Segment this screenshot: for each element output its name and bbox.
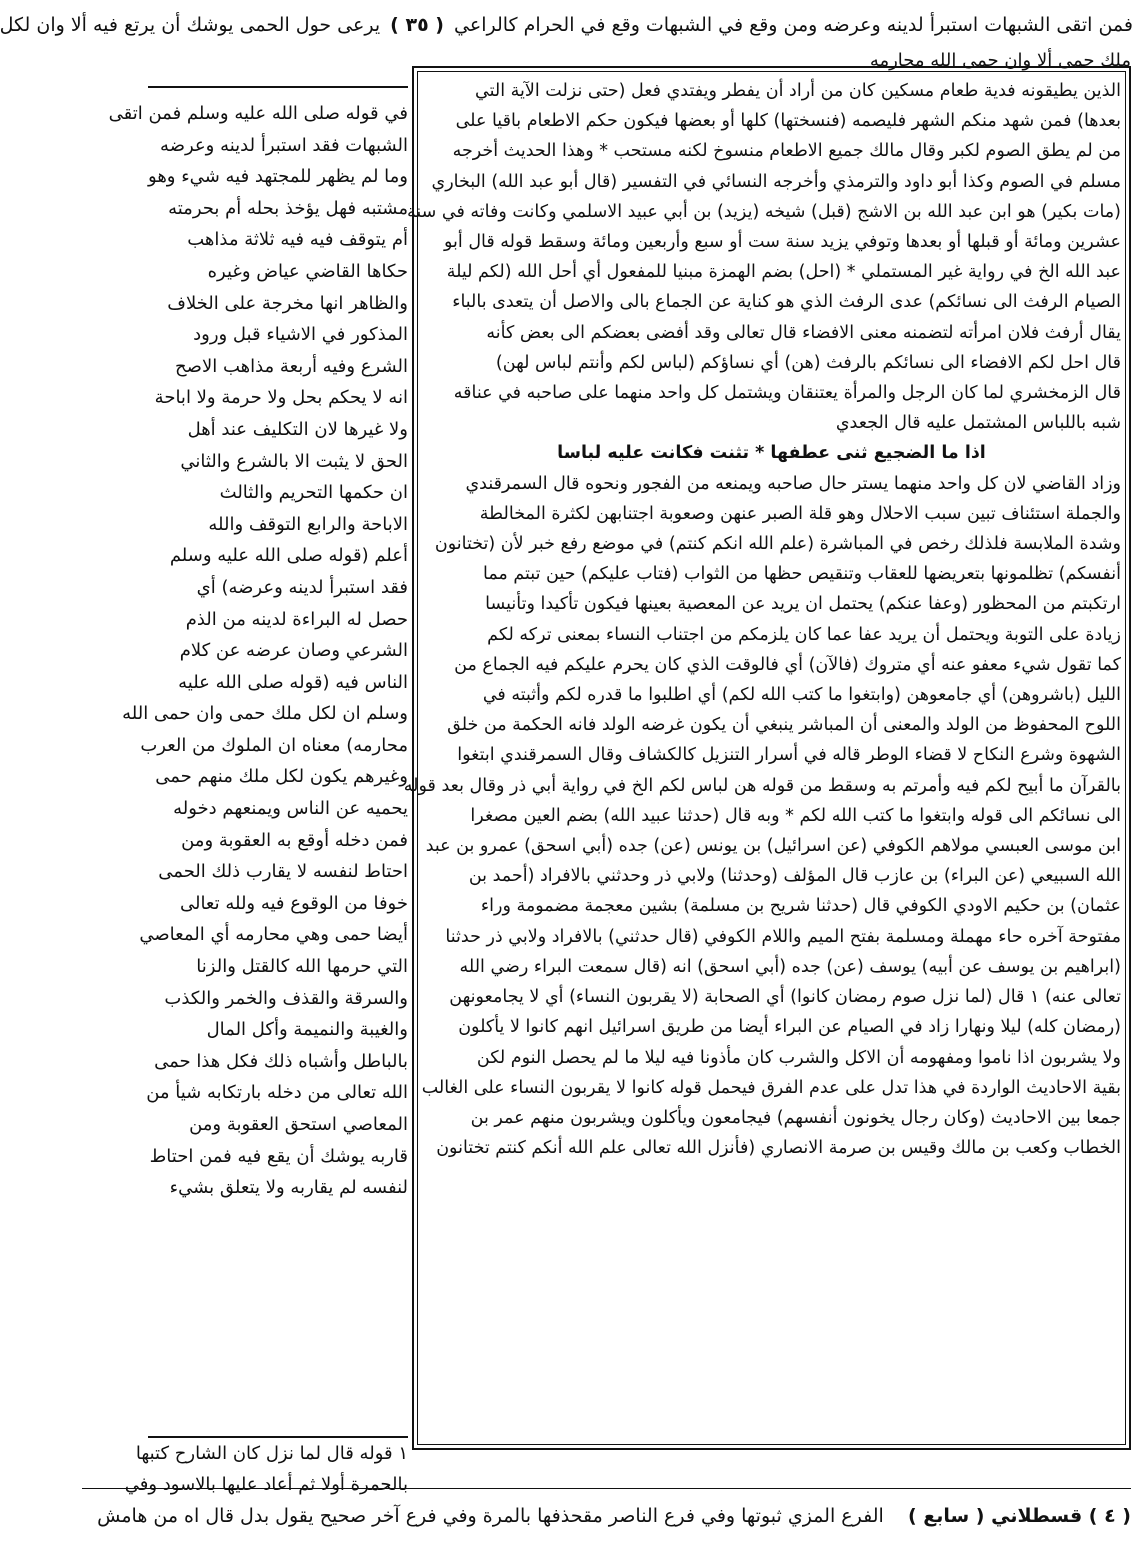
main-text-line: يقال أرفث فلان امرأته لتضمنه معنى الافضاء قال تعالى وقد أفضى بعضكم الى بعض كأنه	[486, 322, 1121, 343]
main-text-line: ولا يشربون اذا ناموا ومفهومه أن الاكل والشرب كان مأذونا فيه ليلا ما لم يحصل النوم لكن	[476, 1047, 1121, 1068]
margin-text-line: وسلم ان لكل ملك حمى وان حمى الله	[122, 703, 408, 725]
margin-text-line: ان حكمها التحريم والثالث	[219, 482, 408, 504]
margin-text-line: بالباطل وأشباه ذلك فكل هذا حمى	[154, 1050, 408, 1072]
main-text-line: الشهوة وشرع النكاح لا قضاء الوطر قاله في أسرار التنزيل كالكشاف وقال السمرقندي ابتغوا	[457, 745, 1121, 766]
margin-text-line: ولا غيرها لان التكليف عند أهل	[187, 418, 408, 440]
main-text-line: قال الزمخشري لما كان الرجل والمرأة يعتنقان ويشتمل كل واحد منهما على صاحبه في عناقه	[453, 383, 1121, 404]
margin-text-line: حصل له البراءة لدينه من الذم	[185, 608, 408, 630]
margin-text-line: خوفا من الوقوع فيه ولله تعالى	[179, 892, 408, 914]
footnote-line: ١ قوله قال لما نزل كان الشارح كتبها	[135, 1443, 408, 1464]
main-text-line: من لم يطق الصوم لكبر وقال مالك جميع الاطعام منسوخ لكنه مستحب * وهذا الحديث أخرجه	[452, 141, 1121, 162]
main-text-line: أنفسكم) تظلمونها بتعريضها للعقاب وتنقيص حظها من الثواب (فتاب عليكم) حين تبتم مما	[482, 564, 1121, 585]
main-text-line: زيادة على التوبة ويحتمل أن يريد عفا عما كان يلزمكم من اجتناب النساء بمعنى تركه لكم	[487, 624, 1121, 645]
margin-text-line: الناس فيه (قوله صلى الله عليه	[178, 671, 408, 693]
margin-text-line: الاباحة والرابع التوقف والله	[208, 513, 408, 535]
main-text-line: الليل (باشروهن) أي جامعوهن (وابتغوا ما كتب الله لكم) أي اطلبوا ما قدره لكم وأثبته في	[482, 685, 1121, 706]
margin-text-line: احتاط لنفسه لا يقارب ذلك الحمى	[158, 861, 408, 883]
main-text-line: بقية الاحاديث الواردة في هذا تدل على عدم الفرق فيحمل قوله كانوا لا يقربون النساء على الغالب	[421, 1077, 1121, 1098]
footnote-line: بالحمرة أولا ثم أعاد عليها بالاسود وفي	[124, 1474, 408, 1495]
header-text: فمن اتقى الشبهات استبرأ لدينه وعرضه ومن وقع في الشبهات وقع في الحرام كالراعي	[454, 14, 1133, 36]
main-text-line: عبد الله الخ في رواية غير المستملي * (احل) بضم الهمزة مبنيا للمفعول أي أحل الله (لكم ليلة	[446, 262, 1121, 283]
main-text-line: كما تقول شيء معفو عنه أي متروك (فالآن) أي فالوقت الذي كان يحرم عليكم فيه الجماع من	[454, 654, 1121, 675]
margin-commentary-column	[108, 82, 408, 1442]
margin-top-rule	[148, 86, 408, 88]
margin-text-line: والظاهر انها مخرجة على الخلاف	[167, 292, 408, 314]
printer-signature: ( ٤ ) قسطلاني ( سابع )	[907, 1505, 1131, 1527]
main-text-line: ابن موسى العبسي مولاهم الكوفي (عن اسرائيل) بن يونس (عن) جده (أبي اسحق) عمرو بن عبد	[425, 836, 1121, 857]
main-text-line: وشدة الملابسة فلذلك رخص في المباشرة (علم الله انكم كنتم) في موضع رفع خبر لأن (تختانون	[434, 534, 1121, 555]
margin-text-line: محارمه) معناه ان الملوك من العرب	[140, 734, 408, 756]
main-text-line: الصيام الرفث الى نسائكم) عدى الرفث الذي هو كناية عن الجماع بالى والاصل أن يتعدى بالباء	[452, 292, 1121, 313]
main-text-line: بعدها) فمن شهد منكم الشهر فليصمه (فنسختها) كلها أو بعضها فيكون حكم الاطعام باقيا على	[455, 111, 1121, 132]
margin-text-line: الحق لا يثبت الا بالشرع والثاني	[180, 450, 408, 472]
main-text-line: (رمضان كله) ليلا ونهارا زاد في الصيام عن البراء أيضا من طريق اسرائيل انهم كانوا لا يأكلون	[458, 1017, 1121, 1038]
margin-text-line: المعاصي استحق العقوبة ومن	[189, 1114, 408, 1135]
footer-note: الفرع المزي ثبوتها وفي فرع الناصر مقحذفها بالمرة وفي فرع آخر صحيح يقول بدل قال اه من هامش	[97, 1505, 884, 1527]
margin-commentary-body	[108, 98, 408, 1204]
margin-text-line: الشرع وفيه أربعة مذاهب الاصح	[175, 355, 408, 377]
main-text-line: بالقرآن ما أبيح لكم فيه وأمرتم به وسقط من قوله هن لباس لكم الخ في رواية أبي ذر وقال بعد قوله	[403, 775, 1121, 796]
main-text-line: الى نسائكم الى قوله وابتغوا ما كتب الله لكم * وبه قال (حدثنا عبيد الله) بضم العين مصغرا	[470, 805, 1121, 826]
footer-divider	[82, 1488, 1131, 1489]
margin-heading: ملك حمى ألا وان حمى الله محارمه	[869, 50, 1131, 71]
margin-text-line: انه لا يحكم بحل ولا حرمة ولا اباحة	[154, 387, 408, 409]
header-text-continued: يرعى حول الحمى يوشك أن يرتع فيه ألا وان لكل	[0, 14, 381, 36]
main-text-line: الخطاب وكعب بن مالك وقيس بن صرمة الانصاري (فأنزل الله تعالى علم الله أنكم كنتم تختانون	[436, 1138, 1121, 1159]
margin-text-line: الشرعي وصان عرضه عن كلام	[179, 640, 408, 662]
main-text-line: تعالى عنه) ١ قال (لما نزل صوم رمضان كانوا) أي الصحابة (لا يقربون النساء) أي لا يجامعونهن	[449, 987, 1121, 1008]
main-text-line: (مات بكير) هو ابن عبد الله بن الاشج (قبل) شيخه (يزيد) بن أبي عبيد الاسلمي وكانت وفاته في سنة	[407, 201, 1121, 222]
margin-text-line: أعلم (قوله صلى الله عليه وسلم	[169, 545, 408, 567]
page-footer	[82, 1494, 1131, 1538]
main-text-line: جمعا بين الاحاديث (وكان رجال يخونون أنفسهم) فيجامعون ويأكلون ويشربون منهم عمر بن	[470, 1107, 1121, 1128]
margin-text-line: قاربه يوشك أن يقع فيه فمن احتاط	[149, 1145, 408, 1167]
margin-text-line: والغيبة والنميمة وأكل المال	[206, 1019, 408, 1041]
margin-text-line: الله تعالى من دخله بارتكابه شيأ من	[146, 1082, 408, 1104]
main-text-line: مفتوحة آخره حاء مهملة ومسلمة بفتح الميم واللام الكوفي (قال حدثني) بالافراد ولابي ذر حدثنا	[445, 926, 1121, 947]
margin-text-line: في قوله صلى الله عليه وسلم فمن اتقى	[108, 103, 408, 124]
main-text-frame	[403, 66, 1131, 1450]
page-number: ( ٣٥ )	[390, 14, 444, 36]
main-text-line: مسلم في الصوم وكذا أبو داود والترمذي وأخرجه النسائي في التفسير (قال أبو عبد الله) البخاري	[431, 171, 1121, 192]
margin-text-line: حكاها القاضي عياض وغيره	[207, 260, 408, 282]
margin-text-line: فمن دخله أوقع به العقوبة ومن	[181, 829, 408, 851]
margin-text-line: أيضا حمى وهي محارمه أي المعاصي	[139, 924, 408, 946]
main-text-line: الله السبيعي (عن البراء) بن عازب قال المؤلف (وحدثنا) ولابي ذر وحدثني بالافراد (أحمد بن	[468, 866, 1121, 887]
margin-text-line: مشتبه فهل يؤخذ بحله أم بحرمته	[168, 197, 408, 219]
margin-text-line: فقد استبرأ لدينه وعرضه) أي	[196, 576, 408, 598]
margin-text-line: وغيرهم يكون لكل ملك منهم حمى	[155, 766, 408, 788]
main-text-line: شبه باللباس المشتمل عليه قال الجعدي	[835, 413, 1121, 434]
main-text-line: (ابراهيم بن يوسف عن أبيه) يوسف (عن) جده (أبي اسحق) انه (قال سمعت البراء رضي الله	[459, 956, 1121, 977]
main-text-line: والجملة استئناف تبين سبب الاحلال وهو قلة الصبر عنهن وصعوبة اجتنابهن لكثرة المخالطة	[479, 503, 1121, 524]
margin-text-line: والسرقة والقذف والخمر والكذب	[164, 987, 408, 1009]
main-text-line: قال احل لكم الافضاء الى نسائكم بالرفث (هن) أي نساؤكم (لباس لكم وأنتم لباس لهن)	[495, 352, 1121, 373]
main-text-line: اللوح المحفوظ من الولد والمعنى أن المباشر ينبغي أن يكون غرضه الولد فانه الحكمة من خلق	[447, 715, 1121, 736]
main-text-line: ارتكبتم من المحظور (وعفا عنكم) يحتمل ان يريد عن المعصية بعينها فيكون تأكيدا وتأنيسا	[485, 594, 1121, 615]
margin-text-line: التي حرمها الله كالقتل والزنا	[196, 956, 408, 978]
margin-text-line: أم يتوقف فيه فيه ثلاثة مذاهب	[187, 229, 408, 251]
margin-text-line: وما لم يظهر للمجتهد فيه شيء وهو	[148, 166, 408, 188]
margin-text-line: الشبهات فقد استبرأ لدينه وعرضه	[160, 134, 408, 156]
main-text-line: عثمان) بن حكيم الاودي الكوفي قال (حدثنا شريح بن مسلمة) بشين معجمة مضمومة وراء	[480, 896, 1121, 917]
margin-text-line: يحميه عن الناس ويمنعهم دخوله	[173, 798, 408, 820]
margin-text-line: المذكور في الاشياء قبل ورود	[193, 324, 408, 346]
verse-line: اذا ما الضجيع ثنى عطفها * تثنت فكانت عليه لباسا	[557, 443, 986, 464]
margin-text-line: لنفسه لم يقاربه ولا يتعلق بشيء	[169, 1177, 408, 1199]
main-text-line: الذين يطيقونه فدية طعام مسكين كان من أراد أن يفطر ويفتدي فعل (حتى نزلت الآية التي	[475, 81, 1121, 101]
main-text-line: عشرين ومائة أو قبلها أو بعدها وتوفي يزيد سنة ست أو سبع وأربعين ومائة وسقط قوله قال أبو	[443, 232, 1121, 253]
running-header	[0, 8, 1133, 42]
main-text-line: وزاد القاضي لان كل واحد منهما يستر حال صاحبه ويمنعه من الفجور ونحوه قال السمرقندي	[465, 473, 1121, 494]
main-commentary-body	[403, 76, 1121, 1440]
